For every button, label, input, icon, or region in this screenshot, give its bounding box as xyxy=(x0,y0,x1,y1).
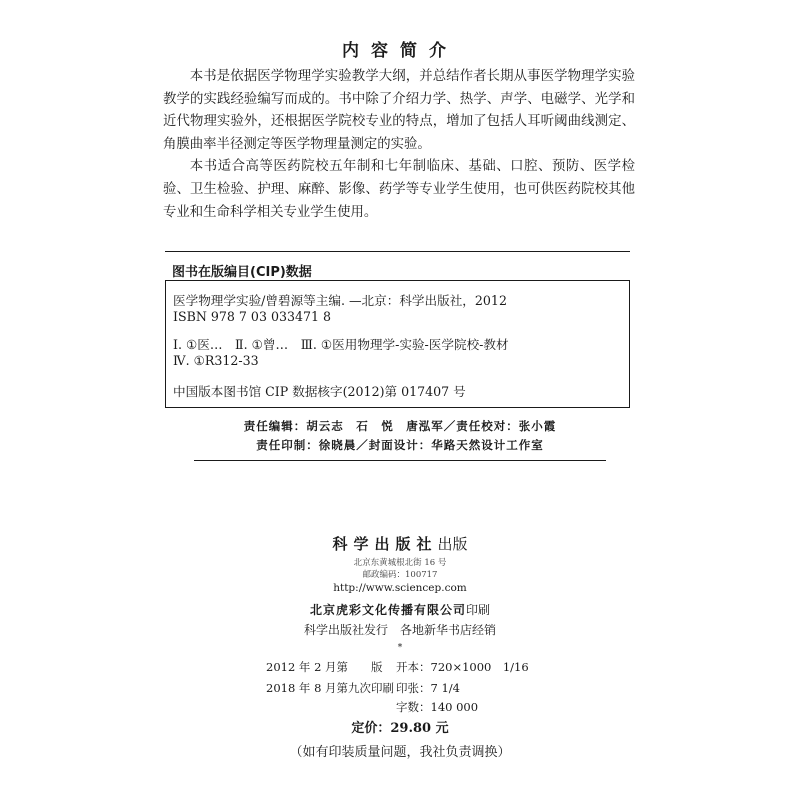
section-divider xyxy=(165,251,630,252)
price: 定价：29.80 元 xyxy=(351,721,449,736)
cip-class-number: Ⅳ. ①R312-33 xyxy=(173,353,259,368)
print-date: 2018 年 8 月第九次印刷 xyxy=(266,681,395,695)
distribution-line: 科学出版社发行 各地新华书店经销 xyxy=(303,623,496,637)
print-sheets: 印张：7 1/4 xyxy=(396,681,460,695)
printer-line xyxy=(0,601,800,618)
publisher-name-text: 科学出版社 xyxy=(332,535,438,553)
cip-header: 图书在版编目(CIP)数据 xyxy=(172,265,312,280)
cip-title-line: 医学物理学实验/曾碧源等主编. —北京：科学出版社，2012 xyxy=(173,293,507,308)
cip-classification: Ⅰ. ①医… Ⅱ. ①曾… Ⅲ. ①医用物理学-实验-医学院校-教材 xyxy=(173,337,509,352)
publisher-postcode: 邮政编码：100717 xyxy=(362,570,438,580)
cip-record-number: 中国版本图书馆 CIP 数据核字(2012)第 017407 号 xyxy=(173,384,466,399)
separator-star: * xyxy=(397,643,403,653)
word-count: 字数：140 000 xyxy=(396,700,479,714)
editor-credits: 责任编辑：胡云志 石 悦 唐泓军／责任校对：张小霞 xyxy=(243,419,557,433)
production-credits: 责任印制：徐晓晨／封面设计：华路天然设计工作室 xyxy=(256,438,544,452)
summary-title: 内容简介 xyxy=(342,41,458,61)
printer-suffix: 印刷 xyxy=(466,603,491,617)
publisher-name xyxy=(0,533,800,554)
summary-paragraph: 本书适合高等医药院校五年制和七年制临床、基础、口腔、预防、医学检验、卫生检验、护理、麻醉、影像、药学等专业学生使用，也可供医药院校其他专业和生命科学相关专业学生使用。 xyxy=(163,159,635,220)
quality-notice: （如有印装质量问题，我社负责调换） xyxy=(289,745,511,760)
book-format: 开本：720×1000 1/16 xyxy=(396,660,529,674)
publisher-suffix: 出版 xyxy=(437,535,468,553)
publisher-website: http://www.sciencep.com xyxy=(333,582,467,594)
printer-name: 北京虎彩文化传播有限公司 xyxy=(309,603,466,617)
edition-date: 2012 年 2 月第 版 xyxy=(266,660,383,674)
credits-divider xyxy=(194,460,606,461)
summary-paragraph: 本书是依据医学物理学实验教学大纲，并总结作者长期从事医学物理学实验教学的实践经验编写而成的。书中除了介绍力学、热学、声学、电磁学、光学和近代物理实验外，还根据医学院校专业的特点，增加了包括人耳听阈曲线测定、角膜曲率半径测定等医学物理量测定的实验。 xyxy=(163,69,635,152)
cip-isbn: ISBN 978 7 03 033471 8 xyxy=(173,309,332,324)
summary-text xyxy=(163,66,635,224)
publisher-address: 北京东黄城根北街 16 号 xyxy=(353,558,447,568)
